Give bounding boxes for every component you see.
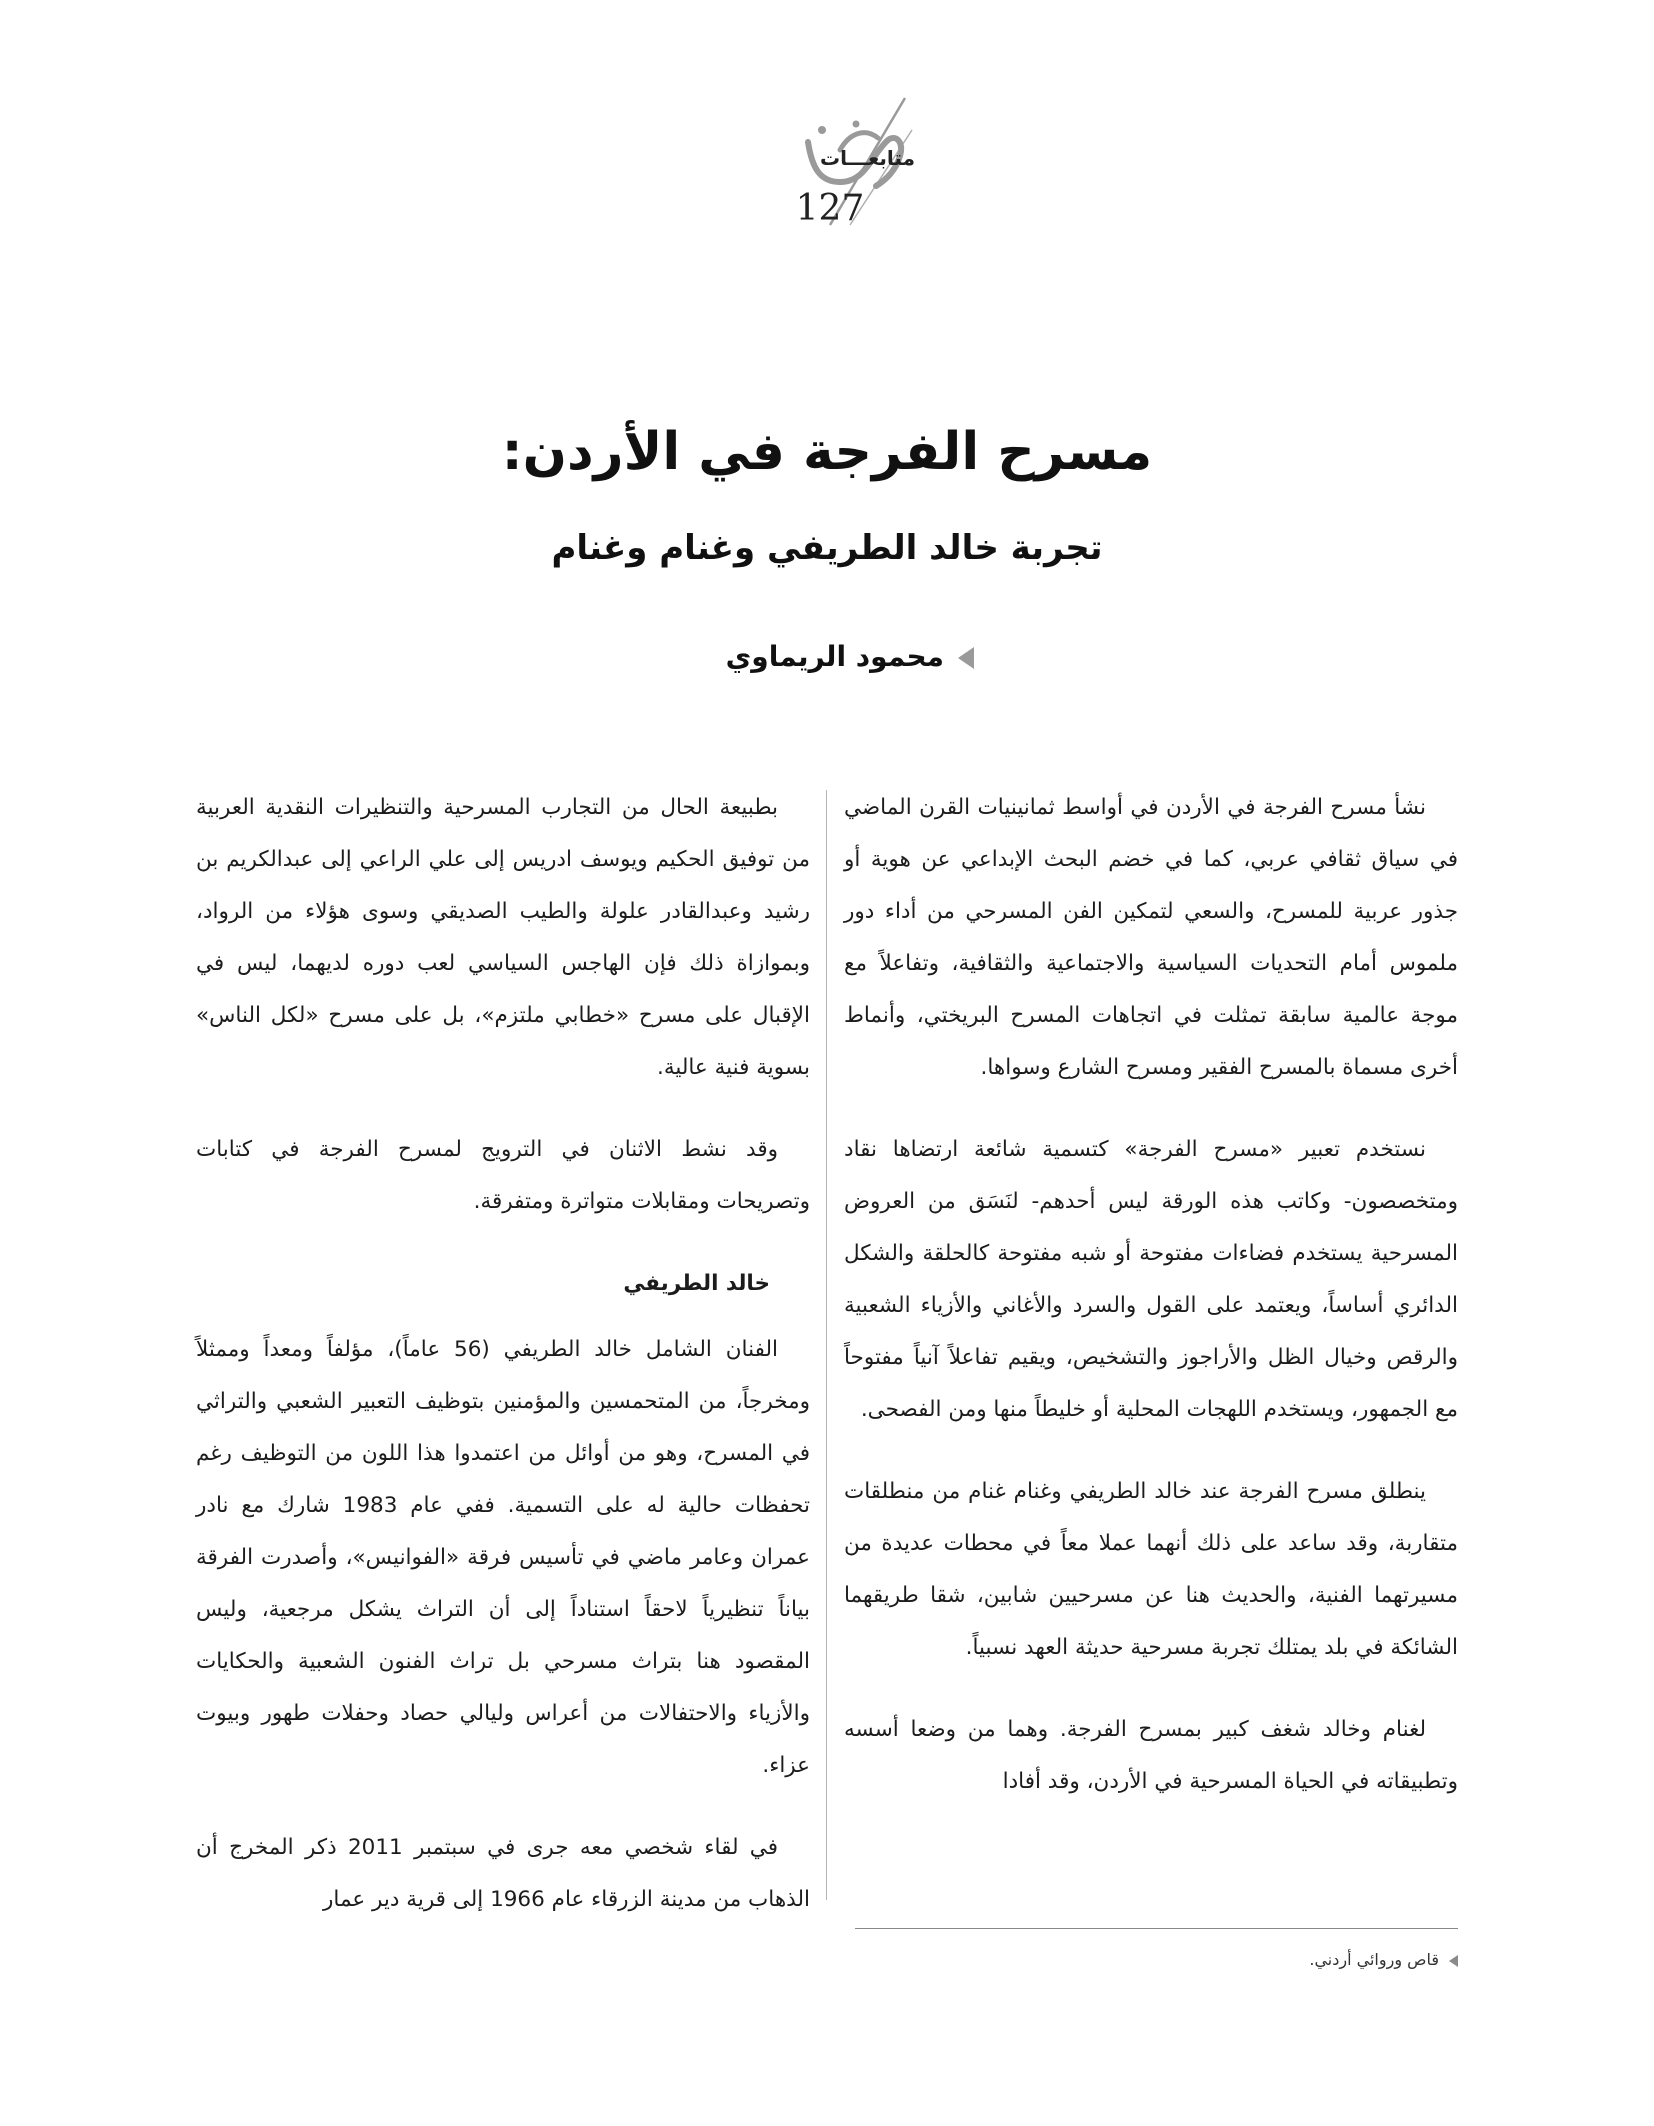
text-column-left [196, 782, 810, 1956]
page-number: 127 [795, 188, 865, 229]
column-divider [826, 790, 827, 1900]
text-column-right [844, 782, 1458, 1838]
paragraph: وقد نشط الاثنان في الترويج لمسرح الفرجة في كتابات وتصريحات ومقابلات متواترة ومتفرقة. [196, 1137, 810, 1214]
paragraph: في لقاء شخصي معه جرى في سبتمبر 2011 ذكر المخرج أن الذهاب من مدينة الزرقاء عام 1966 إلى قرية دير عمار [196, 1835, 810, 1912]
section-label: متابعـــات [820, 146, 915, 170]
footnote-marker-icon [1449, 1955, 1458, 1967]
article-subtitle: تجربة خالد الطريفي وغنام وغنام [551, 528, 1103, 568]
paragraph: الفنان الشامل خالد الطريفي (56 عاماً)، مؤلفاً ومعداً وممثلاً ومخرجاً، من المتحمسين والمؤمنين بتوظيف التعبير الشعبي والتراثي في المسرح، وهو من أوائل من اعتمدوا هذا اللون من التوظيف رغم تحفظات حالية له على التسمية. ففي عام 1983 شارك مع نادر عمران وعامر ماضي في تأسيس فرقة «الفوانيس»، وأصدرت الفرقة بياناً تنظيرياً لاحقاً استناداً إلى أن التراث يشكل مرجعية، وليس المقصود هنا بتراث مسرحي بل تراث الفنون الشعبية والحكايات والأزياء والاحتفالات من أعراس وليالي حصاد وحفلات طهور وبيوت عزاء. [196, 1337, 811, 1778]
author-byline [500, 640, 974, 673]
paragraph: ينطلق مسرح الفرجة عند خالد الطريفي وغنام غنام من منطلقات متقاربة، وقد ساعد على ذلك أنهما عملا معاً في محطات عديدة من مسيرتهما الفنية، والحديث هنا عن مسرحيين شابين، شقا طريقهما الشائكة في بلد يمتلك تجربة مسرحية حديثة العهد نسبياً. [844, 1479, 1458, 1660]
paragraph: نستخدم تعبير «مسرح الفرجة» كتسمية شائعة ارتضاها نقاد ومتخصصون- وكاتب هذه الورقة ليس أحدهم- لنَسَق من العروض المسرحية يستخدم فضاءات مفتوحة أو شبه مفتوحة كالحلقة والشكل الدائري أساساً، ويعتمد على القول والسرد والأغاني والأزياء الشعبية والرقص وخيال الظل والأراجوز والتشخيص، ويقيم تفاعلاً آنياً مفتوحاً مع الجمهور، ويستخدم اللهجات المحلية أو خليطاً منها ومن الفصحى. [844, 1137, 1458, 1422]
paragraph: لغنام وخالد شغف كبير بمسرح الفرجة. وهما من وضعا أسسه وتطبيقاته في الحياة المسرحية في الأردن، وقد أفادا [844, 1717, 1458, 1794]
footnote-divider [855, 1928, 1458, 1929]
footnote-text: قاص وروائي أردني. [1309, 1950, 1439, 1969]
section-subheading: خالد الطريفي [623, 1271, 770, 1296]
article-title: مسرح الفرجة في الأردن: [501, 422, 1153, 482]
paragraph: بطبيعة الحال من التجارب المسرحية والتنظيرات النقدية العربية من توفيق الحكيم ويوسف ادريس إلى علي الراعي إلى عبدالكريم بن رشيد وعبدالقادر علولة والطيب الصديقي وسوى هؤلاء من الرواد، وبموازاة ذلك فإن الهاجس السياسي لعب دوره لديهما، ليس في الإقبال على مسرح «خطابي ملتزم»، بل على مسرح «لكل الناس» بسوية فنية عالية. [196, 795, 810, 1080]
footnote [1309, 1950, 1458, 1969]
byline-marker-icon [958, 647, 974, 669]
author-name: محمود الريماوي [725, 640, 944, 673]
paragraph: نشأ مسرح الفرجة في الأردن في أواسط ثمانينيات القرن الماضي في سياق ثقافي عربي، كما في خضم البحث الإبداعي عن هوية أو جذور عربية للمسرح، والسعي لتمكين الفن المسرحي من أداء دور ملموس أمام التحديات السياسية والاجتماعية والثقافية، وتفاعلاً مع موجة عالمية سابقة تمثلت في اتجاهات المسرح البريختي، وأنماط أخرى مسماة بالمسرح الفقير ومسرح الشارع وسواها. [844, 795, 1458, 1080]
